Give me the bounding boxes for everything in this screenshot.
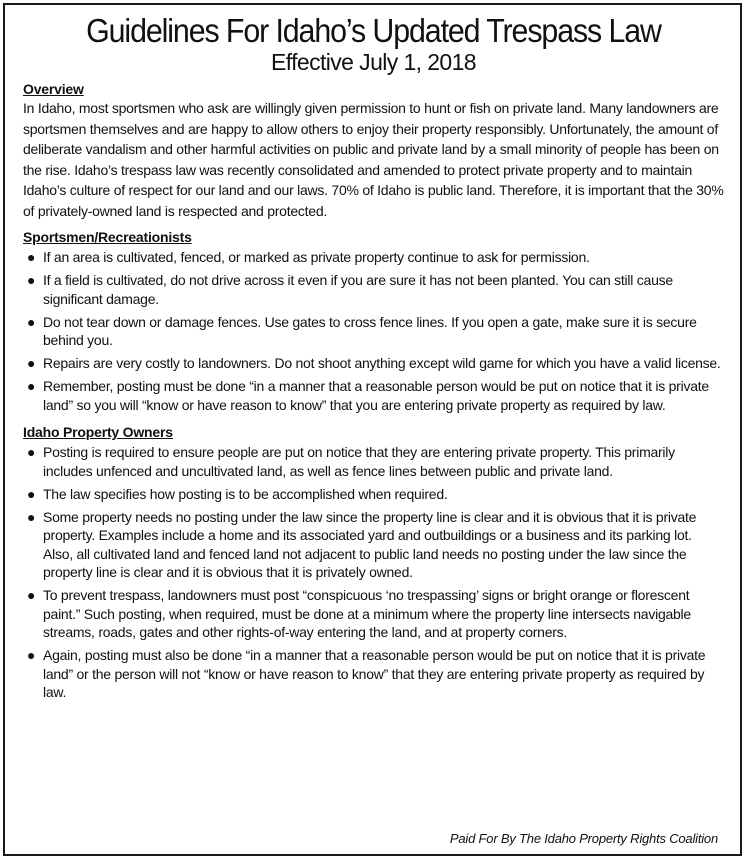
bullet-icon: ●	[27, 355, 36, 371]
page-title: Guidelines For Idaho’s Updated Trespass Law	[86, 12, 661, 49]
bullet-icon: ●	[27, 485, 36, 502]
bullet-icon: ●	[27, 378, 36, 394]
owners-list	[23, 443, 724, 702]
bullet-icon: ●	[27, 508, 36, 525]
list-item: ● If an area is cultivated, fenced, or marked as private property continue to ask for permission.	[27, 249, 590, 265]
owners-heading: Idaho Property Owners	[23, 424, 173, 440]
bullet-icon: ●	[27, 444, 36, 460]
bullet-icon: ●	[27, 647, 36, 663]
bullet-icon: ●	[27, 249, 36, 265]
advertisement-box	[3, 3, 742, 856]
list-item: ● Repairs are very costly to landowners. Do not shoot anything except wild game for which you have a valid license.	[27, 355, 721, 371]
overview-heading: Overview	[23, 81, 84, 97]
list-item: ● To prevent trespass, landowners must post “conspicuous ‘no trespassing’ signs or bright orange or florescent paint.” Such posting, when required, must be done at a minimum where the property line intersects navigable streams, roads, gates and other rights-of-way entering the land, and at property corners.	[27, 587, 691, 640]
list-item: ● Again, posting must also be done “in a manner that a reasonable person would be put on notice that it is private land” or the person will not “know or have reason to know” that they are entering private property as required by law.	[27, 647, 706, 700]
bullet-icon: ●	[27, 313, 36, 330]
bullet-icon: ●	[27, 587, 36, 603]
list-item: ● If a field is cultivated, do not drive across it even if you are sure it has not been planted. You can still cause significant damage.	[27, 272, 673, 307]
list-item: ● Remember, posting must be done “in a manner that a reasonable person would be put on notice that it is private land” so you will “know or have reason to know” that you are entering private property as required by law.	[27, 378, 709, 413]
sportsmen-list	[23, 248, 724, 414]
paid-for-credit: Paid For By The Idaho Property Rights Coalition	[449, 831, 718, 846]
list-item: ● Some property needs no posting under the law since the property line is clear and it is obvious that it is private property. Examples include a home and its associated yard and outbuildings or a business and its parking lot. Also, all cultivated land and fenced land not adjacent to public land needs no posting under the law since the property line is clear and it is obvious that it is privately owned.	[27, 508, 697, 580]
list-item: ● Do not tear down or damage fences. Use gates to cross fence lines. If you open a gate, make sure it is secure behind you.	[27, 313, 697, 348]
overview-text: In Idaho, most sportsmen who ask are willingly given permission to hunt or fish on private land. Many landowners are sportsmen themselves and are happy to allow others to enjoy their property responsibly. Unfortunately, the amount of deliberate vandalism and other harmful activities on public and private land by a small minority of people has been on the rise. Idaho’s trespass law was recently consolidated and amended to protect private property and to maintain Idaho’s culture of respect for our land and our laws. 70% of Idaho is public land. Therefore, it is important that the 30% of privately-owned land is respected and protected.	[23, 100, 724, 219]
list-item: ● Posting is required to ensure people are put on notice that they are entering private property. This primarily includes unfenced and uncultivated land, as well as fence lines between public and private land.	[27, 444, 675, 479]
bullet-icon: ●	[27, 272, 36, 288]
page-subtitle: Effective July 1, 2018	[270, 49, 476, 75]
sportsmen-heading: Sportsmen/Recreationists	[23, 229, 192, 245]
list-item: ● The law specifies how posting is to be accomplished when required.	[27, 485, 448, 502]
